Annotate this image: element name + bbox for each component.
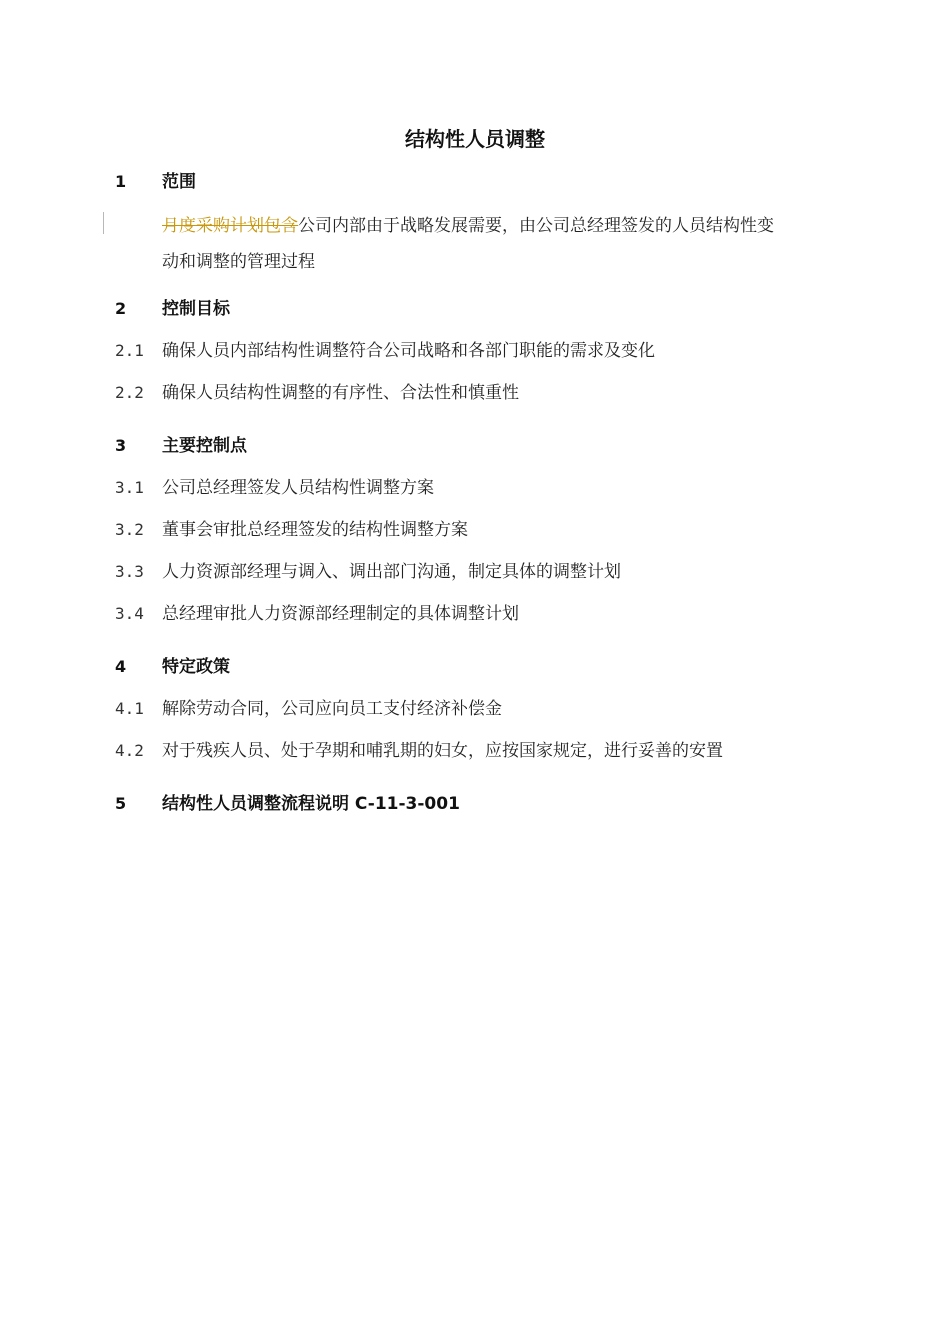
- section-title: 结构性人员调整流程说明 C-11-3-001: [162, 794, 460, 814]
- list-item: [115, 473, 875, 503]
- section-heading-key-control-points: [115, 431, 875, 461]
- section-number: 4: [115, 657, 127, 676]
- section-heading-specific-policies: [115, 652, 875, 682]
- list-item: [115, 515, 875, 545]
- item-text: 人力资源部经理与调入、调出部门沟通，制定具体的调整计划: [162, 562, 621, 582]
- item-text: 对于残疾人员、处于孕期和哺乳期的妇女，应按国家规定，进行妥善的安置: [162, 741, 723, 761]
- item-number: 3.2: [115, 520, 144, 539]
- item-text: 确保人员内部结构性调整符合公司战略和各部门职能的需求及变化: [162, 341, 655, 361]
- list-item: [115, 736, 875, 766]
- item-number: 2.1: [115, 341, 144, 360]
- item-number: 4.1: [115, 699, 144, 718]
- list-item: [115, 378, 875, 408]
- section-title: 特定政策: [162, 657, 230, 677]
- section-number: 1: [115, 172, 127, 191]
- section-title: 主要控制点: [162, 436, 247, 456]
- item-number: 2.2: [115, 383, 144, 402]
- item-number: 3.4: [115, 604, 144, 623]
- item-text: 董事会审批总经理签发的结构性调整方案: [162, 520, 468, 540]
- list-item: [115, 336, 875, 366]
- section-heading-scope: [115, 167, 875, 197]
- scope-paragraph: [162, 208, 862, 280]
- list-item: [115, 557, 875, 587]
- section-title: 控制目标: [162, 299, 230, 319]
- section-number: 2: [115, 299, 127, 318]
- item-text: 解除劳动合同，公司应向员工支付经济补偿金: [162, 699, 502, 719]
- section-title: 范围: [162, 172, 196, 192]
- scope-text-line1: 公司内部由于战略发展需要，由公司总经理签发的人员结构性变: [298, 216, 774, 236]
- item-text: 确保人员结构性调整的有序性、合法性和慎重性: [162, 383, 519, 403]
- list-item: [115, 599, 875, 629]
- item-number: 4.2: [115, 741, 144, 760]
- list-item: [115, 694, 875, 724]
- section-heading-process-description: [115, 789, 875, 819]
- section-number: 5: [115, 794, 127, 813]
- item-number: 3.3: [115, 562, 144, 581]
- item-text: 总经理审批人力资源部经理制定的具体调整计划: [162, 604, 519, 624]
- tracked-change-bar: [103, 212, 104, 234]
- tracked-deletion-text: 月度采购计划包含: [162, 216, 298, 236]
- scope-text-line2: 动和调整的管理过程: [162, 252, 315, 272]
- section-heading-control-objectives: [115, 294, 875, 324]
- item-number: 3.1: [115, 478, 144, 497]
- section-number: 3: [115, 436, 127, 455]
- document-title: 结构性人员调整: [405, 127, 545, 151]
- item-text: 公司总经理签发人员结构性调整方案: [162, 478, 434, 498]
